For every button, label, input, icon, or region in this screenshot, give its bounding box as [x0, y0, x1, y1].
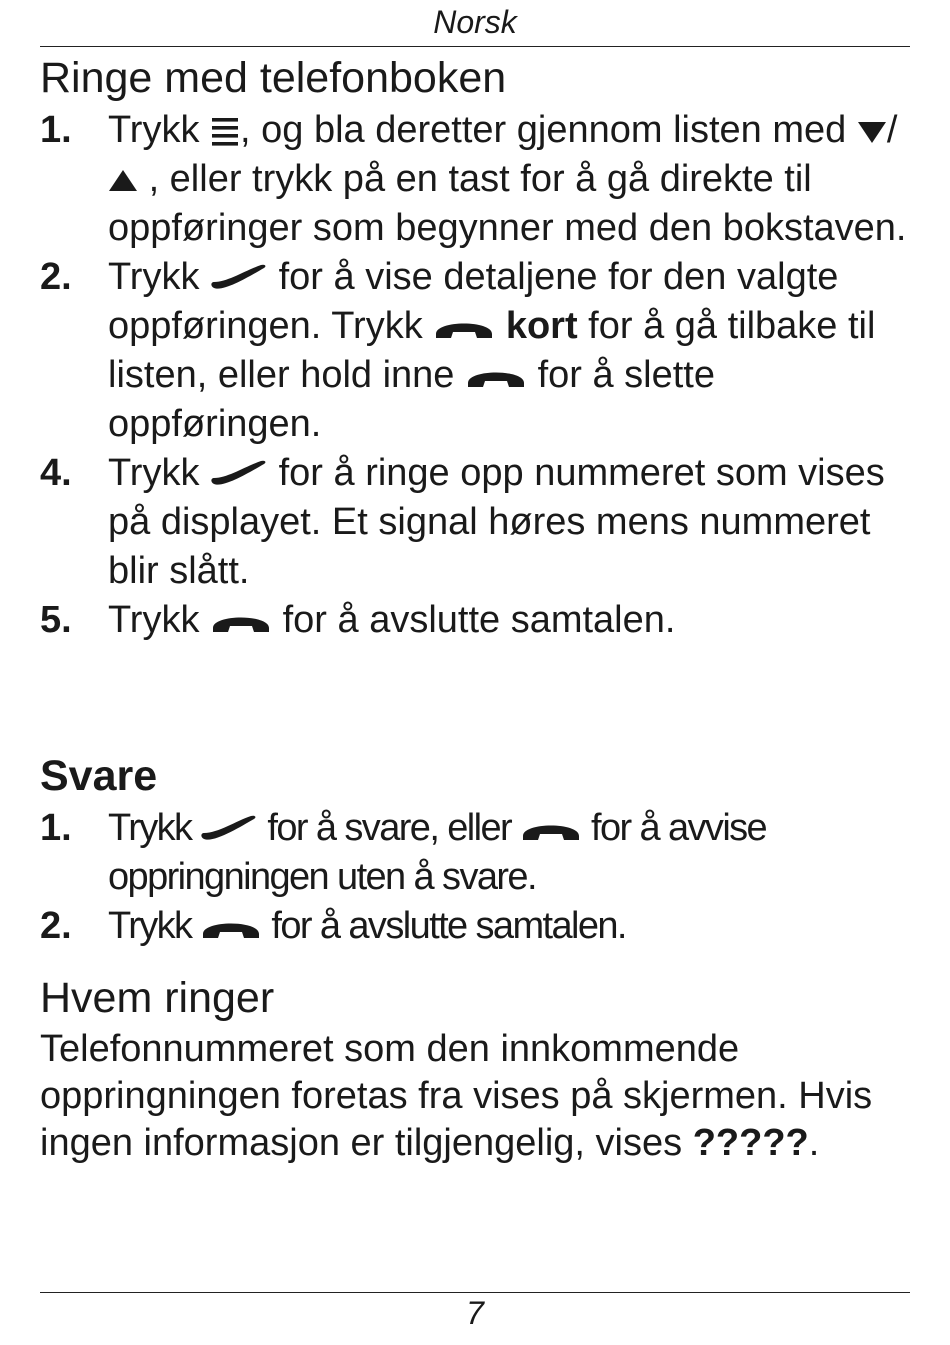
step-text: Trykk	[108, 599, 200, 641]
list-item	[40, 902, 920, 951]
step-text: , og bla deretter gjennom listen med	[240, 109, 847, 151]
answer-steps-list	[40, 804, 920, 951]
step-text: Trykk	[108, 452, 200, 494]
call-steps-list	[40, 106, 920, 645]
step-text: for å avvise oppringningen uten å svare.	[108, 807, 767, 898]
footer-divider	[40, 1292, 910, 1293]
section-title-call: Ringe med telefonboken	[40, 54, 507, 102]
arrow-up-icon	[108, 168, 138, 194]
end-call-handset-icon	[465, 363, 527, 391]
step-text: for å avslutte samtalen.	[282, 599, 676, 641]
section-title-answer: Svare	[40, 752, 158, 800]
end-call-handset-icon	[433, 314, 495, 342]
list-item	[40, 449, 920, 596]
paragraph-text: Telefonnummeret som den innkommende oppringningen foretas fra vises på skjermen. Hvis ingen informasjon er tilgjengelig, vises	[40, 1028, 873, 1164]
section-title-caller: Hvem ringer	[40, 974, 275, 1022]
step-text: for å avslutte samtalen.	[271, 905, 626, 947]
step-text: for å svare, eller	[267, 807, 512, 849]
arrow-down-icon	[857, 119, 887, 145]
end-call-handset-icon	[520, 816, 582, 844]
step-text: Trykk	[108, 905, 192, 947]
call-handset-icon	[210, 264, 268, 294]
step-number: 4.	[40, 452, 72, 494]
list-item	[40, 253, 920, 449]
list-item	[40, 804, 920, 902]
language-label: Norsk	[433, 4, 517, 40]
step-number: 5.	[40, 599, 72, 641]
page-header	[40, 0, 910, 47]
step-text: Trykk	[108, 109, 200, 151]
step-number: 2.	[40, 905, 72, 947]
step-text: for å slette oppføringen.	[108, 354, 715, 445]
step-number: 1.	[40, 807, 72, 849]
page-number: 7	[466, 1295, 484, 1331]
step-text: , eller trykk på en tast for å gå direkte til oppføringer som begynner med den bokstaven.	[108, 158, 907, 249]
paragraph-end: .	[808, 1122, 820, 1164]
end-call-handset-icon	[200, 914, 262, 942]
step-number: 1.	[40, 109, 72, 151]
menu-icon	[210, 114, 240, 150]
step-number: 2.	[40, 256, 72, 298]
step-text: Trykk	[108, 256, 200, 298]
end-call-handset-icon	[210, 608, 272, 636]
emphasis-text: kort	[505, 305, 578, 347]
step-text: for å gå tilbake til listen, eller hold inne	[108, 305, 876, 396]
list-item	[40, 596, 920, 645]
step-text: Trykk	[108, 807, 192, 849]
step-text: for å vise detaljene for den valgte oppføringen. Trykk	[108, 256, 839, 347]
step-text: for å ringe opp nummeret som vises på displayet. Et signal høres mens nummeret blir slått.	[108, 452, 885, 592]
unknown-caller-code: ?????	[692, 1122, 809, 1164]
separator: /	[886, 109, 898, 151]
list-item	[40, 106, 920, 253]
call-handset-icon	[210, 460, 268, 490]
caller-paragraph	[40, 1026, 910, 1167]
call-handset-icon	[200, 815, 258, 845]
